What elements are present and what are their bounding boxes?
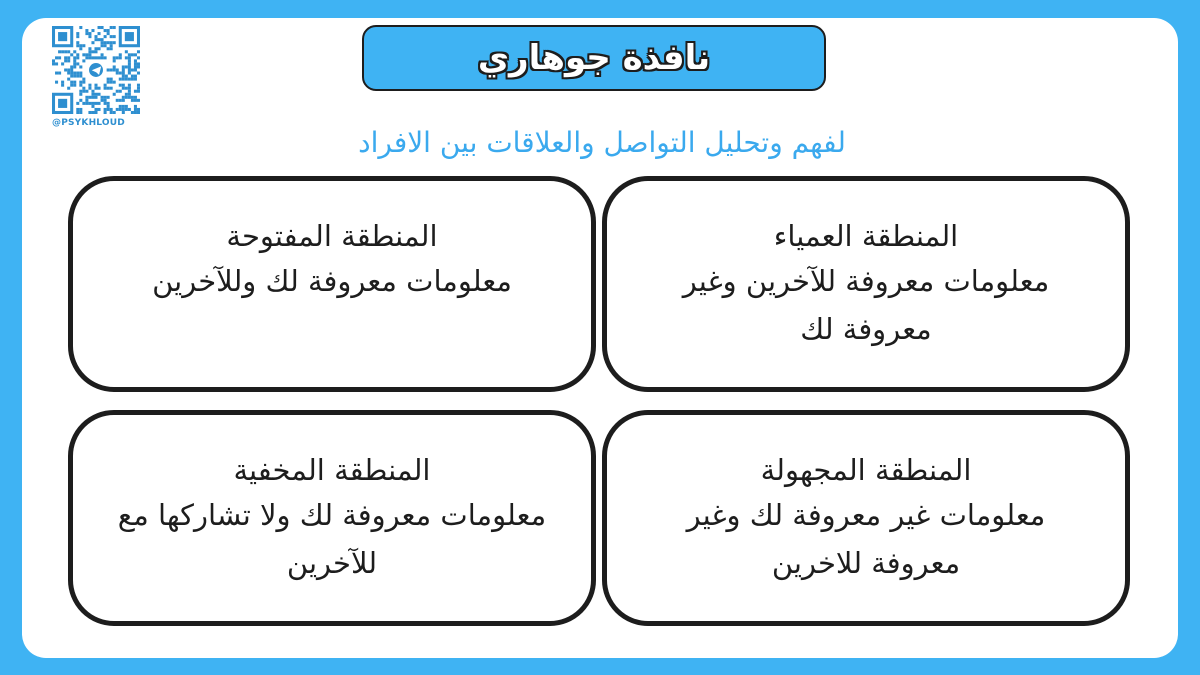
handle-text: @PSYKHLOUD [52, 118, 125, 128]
quadrant-description: معلومات معروفة للآخرين وغير معروفة لك [682, 264, 1050, 346]
quadrant-name: المنطقة المجهولة [760, 453, 972, 487]
card [22, 18, 1178, 658]
qr-code-icon [52, 26, 140, 114]
quadrant-unknown [602, 410, 1130, 626]
quadrant-blind [602, 176, 1130, 392]
quadrant-description: معلومات غير معروفة لك وغير معروفة للاخرين [686, 498, 1046, 580]
page-subtitle: لفهم وتحليل التواصل والعلاقات بين الافراد [358, 126, 846, 159]
quadrant-name: المنطقة العمياء [773, 219, 959, 253]
page-title: نافذة جوهاري [477, 38, 711, 78]
branding [52, 26, 140, 128]
quadrant-description: معلومات معروفة لك ولا تشاركها مع للآخرين [117, 498, 547, 580]
quadrant-description: معلومات معروفة لك وللآخرين [152, 264, 512, 298]
quadrant-name: المنطقة المخفية [233, 453, 431, 487]
quadrant-hidden [68, 410, 596, 626]
quadrant-name: المنطقة المفتوحة [226, 219, 438, 253]
quadrant-open [68, 176, 596, 392]
title-box [362, 25, 826, 91]
